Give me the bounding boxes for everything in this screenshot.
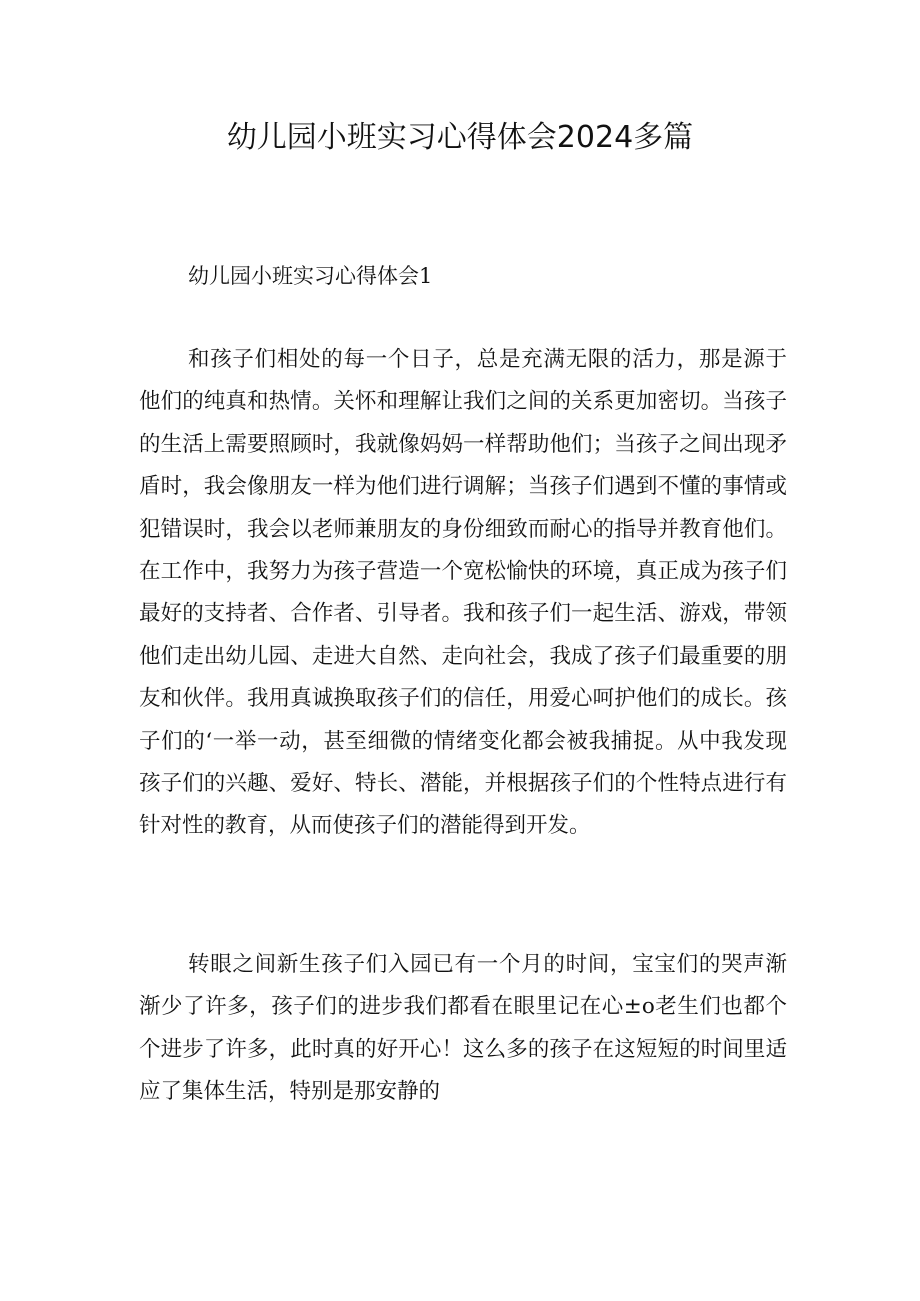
paragraph-1: 和孩子们相处的每一个日子，总是充满无限的活力，那是源于他们的纯真和热情。关怀和理解让我们之间的关系更加密切。当孩子的生活上需要照顾时，我就像妈妈一样帮助他们；当孩子之间出现矛盾时，我会像朋友一样为他们进行调解；当孩子们遇到不懂的事情或犯错误时，我会以老师兼朋友的身份细致而耐心的指导并教育他们。在工作中，我努力为孩子营造一个宽松愉快的环境，真正成为孩子们最好的支持者、合作者、引导者。我和孩子们一起生活、游戏，带领他们走出幼儿园、走进大自然、走向社会，我成了孩子们最重要的朋友和伙伴。我用真诚换取孩子们的信任，用爱心呵护他们的成长。孩子们的‘一举一动，甚至细微的情绪变化都会被我捕捉。从中我发现孩子们的兴趣、爱好、特长、潜能，并根据孩子们的个性特点进行有针对性的教育，从而使孩子们的潜能得到开发。 <box>139 347 787 839</box>
paragraph-2: 转眼之间新生孩子们入园已有一个月的时间，宝宝们的哭声渐渐少了许多，孩子们的进步我们都看在眼里记在心±o老生们也都个个进步了许多，此时真的好开心！这么多的孩子在这短短的时间里适应了集体生活，特别是那安静的 <box>139 952 787 1105</box>
section-heading: 幼儿园小班实习心得体会1 <box>188 264 433 288</box>
document-title: 幼儿园小班实习心得体会2024多篇 <box>226 120 694 155</box>
